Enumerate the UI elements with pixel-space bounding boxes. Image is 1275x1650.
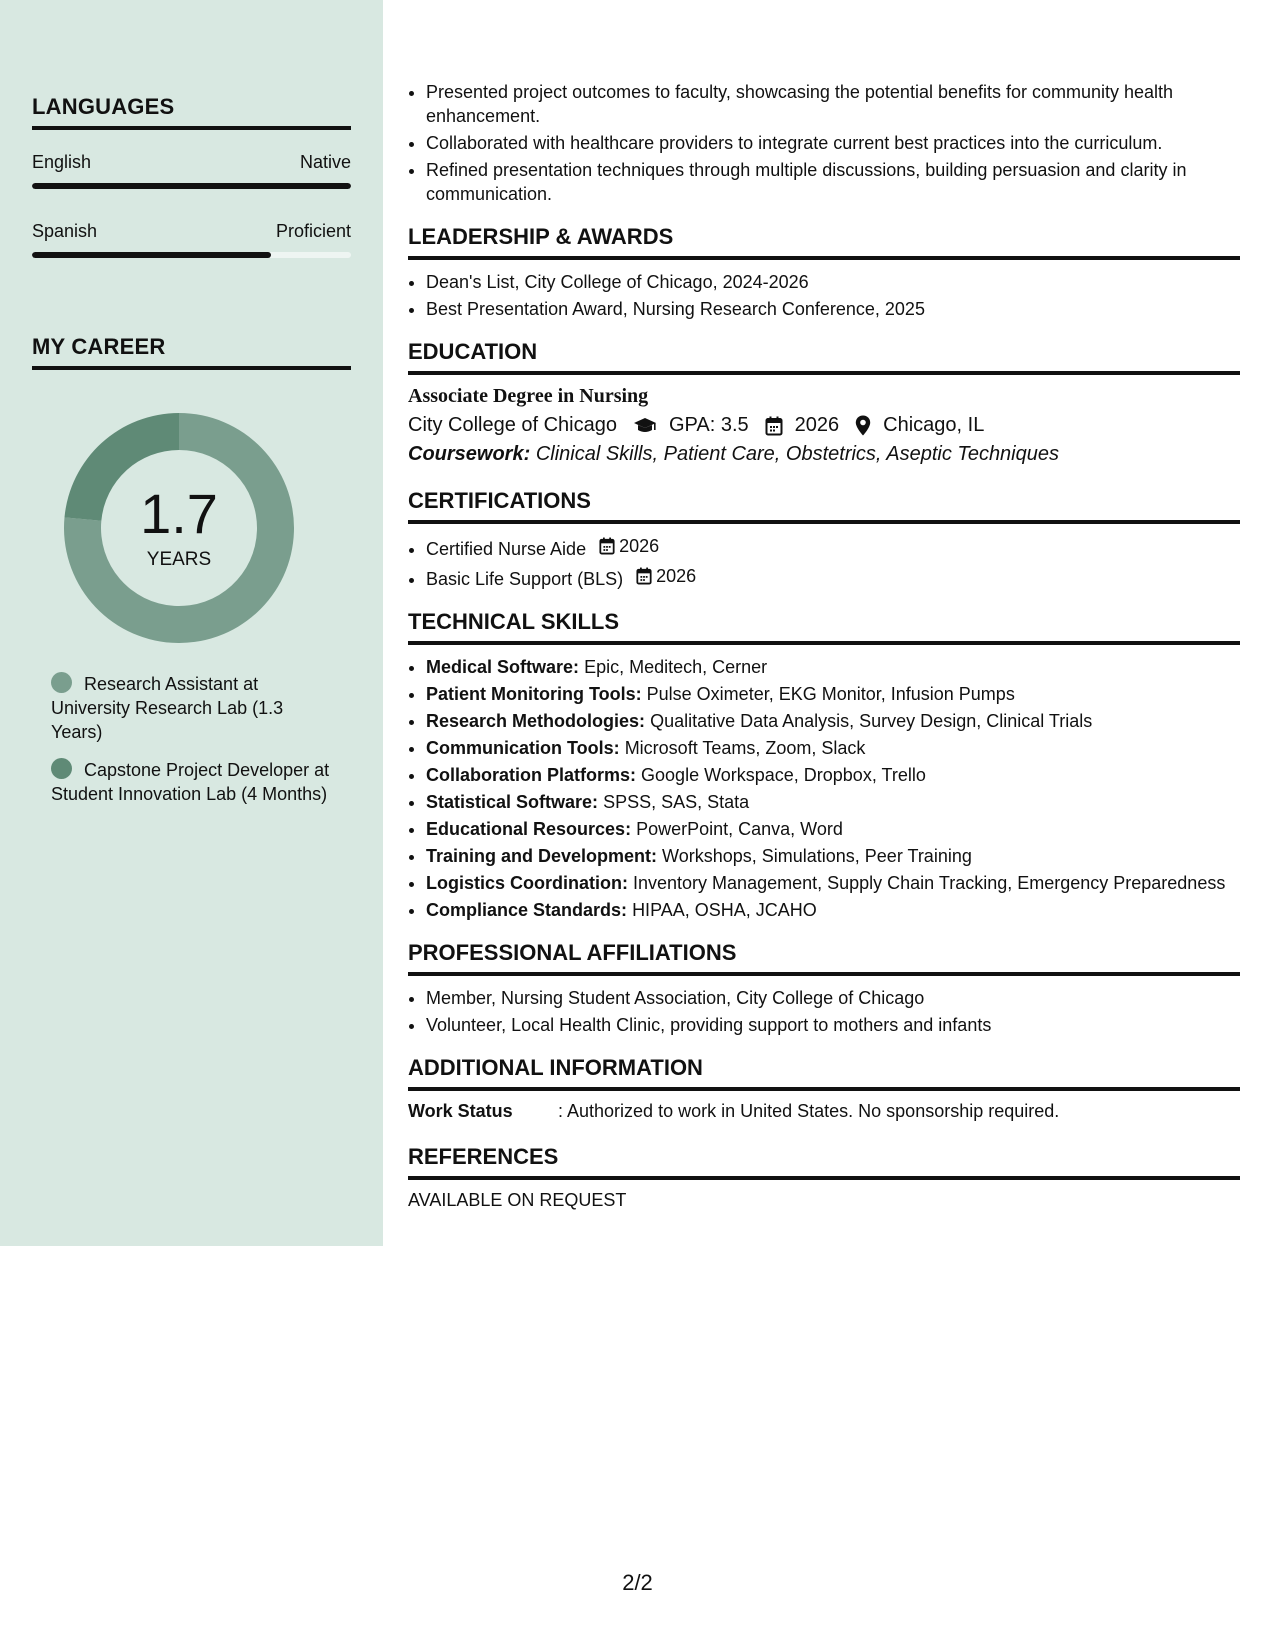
skill-category: Training and Development: bbox=[426, 846, 658, 866]
skill-values: Epic, Meditech, Cerner bbox=[584, 657, 768, 677]
languages-title: LANGUAGES bbox=[32, 94, 351, 130]
legend-dot bbox=[51, 758, 72, 779]
skills-list bbox=[408, 655, 1240, 922]
certification-year: 2026 bbox=[656, 566, 697, 586]
skill-item bbox=[426, 736, 1240, 760]
skill-values: Inventory Management, Supply Chain Tracking, Emergency Preparedness bbox=[633, 873, 1226, 893]
work-status-label: Work Status bbox=[408, 1101, 513, 1121]
work-status-row bbox=[408, 1101, 1240, 1122]
list-item: • Volunteer, Local Health Clinic, providing support to mothers and infants bbox=[426, 1013, 1240, 1037]
language-name: English bbox=[32, 152, 92, 172]
education-meta bbox=[408, 414, 1240, 437]
calendar-icon bbox=[636, 567, 652, 585]
skill-category: Research Methodologies: bbox=[426, 711, 646, 731]
skill-values: Microsoft Teams, Zoom, Slack bbox=[624, 738, 866, 758]
affiliations-list bbox=[408, 986, 1240, 1037]
list-item: • Member, Nursing Student Association, City College of Chicago bbox=[426, 986, 1240, 1010]
references-title: REFERENCES bbox=[408, 1144, 1240, 1180]
career-total-years: 1.7 bbox=[140, 482, 218, 545]
language-bar-english bbox=[32, 183, 351, 189]
language-name: Spanish bbox=[32, 221, 98, 241]
certification-name: Certified Nurse Aide bbox=[426, 539, 587, 559]
skill-item bbox=[426, 790, 1240, 814]
coursework bbox=[408, 443, 1240, 466]
leadership-title: LEADERSHIP & AWARDS bbox=[408, 224, 1240, 260]
leadership-list bbox=[408, 270, 1240, 321]
list-item: • Presented project outcomes to faculty, showcasing the potential benefits for community health enhancement. bbox=[426, 80, 1240, 128]
list-item: • Best Presentation Award, Nursing Research Conference, 2025 bbox=[426, 297, 1240, 321]
calendar-icon bbox=[599, 537, 615, 555]
calendar-icon bbox=[765, 416, 783, 436]
graduation-cap-icon bbox=[633, 417, 657, 435]
career-legend-item bbox=[51, 758, 331, 806]
language-row-spanish bbox=[32, 221, 351, 242]
certifications-list bbox=[408, 534, 1240, 591]
language-bar-spanish bbox=[32, 252, 351, 258]
skill-category: Educational Resources: bbox=[426, 819, 632, 839]
coursework-list: Clinical Skills, Patient Care, Obstetrics, Aseptic Techniques bbox=[535, 443, 1059, 465]
skill-item bbox=[426, 709, 1240, 733]
language-bar-fill bbox=[32, 252, 271, 258]
school-location: Chicago, IL bbox=[883, 414, 985, 436]
skill-item bbox=[426, 682, 1240, 706]
list-item: • Refined presentation techniques through multiple discussions, building persuasion and clarity in communication. bbox=[426, 158, 1240, 206]
skill-values: Pulse Oximeter, EKG Monitor, Infusion Pumps bbox=[646, 684, 1015, 704]
certification-year: 2026 bbox=[619, 536, 660, 556]
skill-values: PowerPoint, Canva, Word bbox=[636, 819, 843, 839]
skill-category: Patient Monitoring Tools: bbox=[426, 684, 642, 704]
skill-category: Communication Tools: bbox=[426, 738, 620, 758]
page-number: 2/2 bbox=[622, 1570, 653, 1595]
graduation-year: 2026 bbox=[794, 414, 840, 436]
certification-date bbox=[636, 564, 696, 588]
additional-info-title: ADDITIONAL INFORMATION bbox=[408, 1055, 1240, 1091]
skill-item bbox=[426, 898, 1240, 922]
skill-item bbox=[426, 844, 1240, 868]
list-item: • Dean's List, City College of Chicago, 2024-2026 bbox=[426, 270, 1240, 294]
skill-category: Compliance Standards: bbox=[426, 900, 628, 920]
list-item bbox=[426, 564, 1240, 591]
skill-category: Medical Software: bbox=[426, 657, 580, 677]
career-legend-item bbox=[51, 672, 331, 744]
career-legend-label: Research Assistant at University Research Lab (1.3 Years) bbox=[51, 674, 284, 742]
skill-values: SPSS, SAS, Stata bbox=[603, 792, 750, 812]
work-status-value: : Authorized to work in United States. No sponsorship required. bbox=[558, 1101, 1060, 1121]
sidebar bbox=[0, 0, 383, 1246]
skill-item bbox=[426, 871, 1240, 895]
skill-item bbox=[426, 655, 1240, 679]
references-text: AVAILABLE ON REQUEST bbox=[408, 1190, 627, 1210]
coursework-label: Coursework: bbox=[408, 443, 531, 465]
location-pin-icon bbox=[855, 415, 871, 436]
skill-values: Workshops, Simulations, Peer Training bbox=[662, 846, 972, 866]
career-total-unit: YEARS bbox=[146, 549, 212, 570]
language-bar-fill bbox=[32, 183, 351, 189]
skill-values: Qualitative Data Analysis, Survey Design, Clinical Trials bbox=[650, 711, 1093, 731]
language-row-english bbox=[32, 152, 351, 173]
career-title: MY CAREER bbox=[32, 334, 351, 370]
career-legend-label: Capstone Project Developer at Student Innovation Lab (4 Months) bbox=[51, 760, 330, 804]
skill-item bbox=[426, 817, 1240, 841]
certification-name: Basic Life Support (BLS) bbox=[426, 569, 624, 589]
language-level: Proficient bbox=[275, 221, 351, 241]
skill-category: Statistical Software: bbox=[426, 792, 599, 812]
legend-dot bbox=[51, 672, 72, 693]
skill-category: Collaboration Platforms: bbox=[426, 765, 637, 785]
affiliations-title: PROFESSIONAL AFFILIATIONS bbox=[408, 940, 1240, 976]
experience-bullets bbox=[408, 80, 1240, 206]
degree-name: Associate Degree in Nursing bbox=[408, 385, 649, 407]
list-item: • Collaborated with healthcare providers to integrate current best practices into the curriculum. bbox=[426, 131, 1240, 155]
certifications-title: CERTIFICATIONS bbox=[408, 488, 1240, 524]
list-item bbox=[426, 534, 1240, 561]
school-name: City College of Chicago bbox=[408, 414, 617, 436]
skill-item bbox=[426, 763, 1240, 787]
skill-category: Logistics Coordination: bbox=[426, 873, 628, 893]
gpa: GPA: 3.5 bbox=[669, 414, 749, 436]
education-title: EDUCATION bbox=[408, 339, 1240, 375]
certification-date bbox=[599, 534, 659, 558]
language-level: Native bbox=[299, 152, 351, 172]
skill-values: Google Workspace, Dropbox, Trello bbox=[641, 765, 926, 785]
skills-title: TECHNICAL SKILLS bbox=[408, 609, 1240, 645]
skill-values: HIPAA, OSHA, JCAHO bbox=[632, 900, 817, 920]
main-content bbox=[408, 80, 1240, 1211]
